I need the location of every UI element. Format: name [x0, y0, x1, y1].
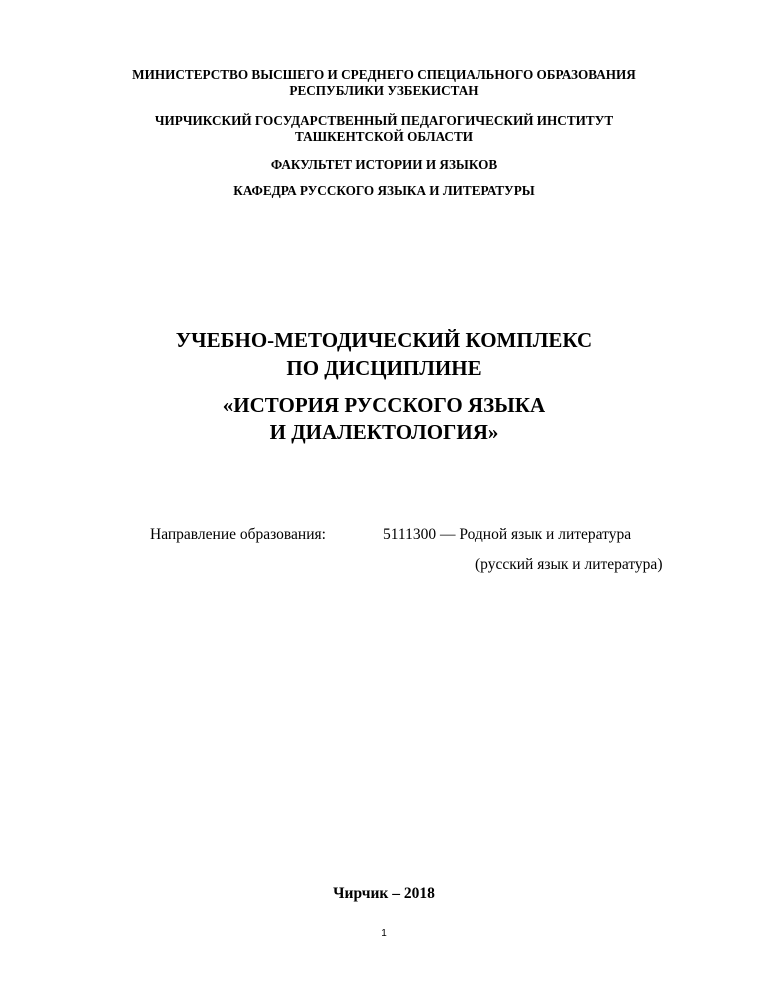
direction-value-line-2: (русский язык и литература) [475, 556, 663, 573]
page-number: 1 [381, 928, 387, 939]
city-year: Чирчик – 2018 [333, 885, 435, 902]
department-name: КАФЕДРА РУССКОГО ЯЗЫКА И ЛИТЕРАТУРЫ [233, 183, 535, 198]
institute-line-2: ТАШКЕНТСКОЙ ОБЛАСТИ [294, 129, 474, 144]
direction-value-line-1: 5111300 — Родной язык и литература [383, 526, 632, 543]
faculty-name: ФАКУЛЬТЕТ ИСТОРИИ И ЯЗЫКОВ [270, 157, 498, 172]
title-line-4: И ДИАЛЕКТОЛОГИЯ» [269, 420, 499, 444]
institute-line-1: ЧИРЧИКСКИЙ ГОСУДАРСТВЕННЫЙ ПЕДАГОГИЧЕСКИЙ ИНСТИТУТ [154, 113, 614, 128]
ministry-line-2: РЕСПУБЛИКИ УЗБЕКИСТАН [289, 83, 479, 98]
title-line-2: ПО ДИСЦИПЛИНЕ [286, 356, 482, 380]
title-line-3: «ИСТОРИЯ РУССКОГО ЯЗЫКА [222, 393, 546, 417]
ministry-line-1: МИНИСТЕРСТВО ВЫСШЕГО И СРЕДНЕГО СПЕЦИАЛЬНОГО ОБРАЗОВАНИЯ [132, 67, 636, 82]
title-line-1: УЧЕБНО-МЕТОДИЧЕСКИЙ КОМПЛЕКС [175, 328, 593, 352]
direction-label: Направление образования: [150, 526, 326, 543]
